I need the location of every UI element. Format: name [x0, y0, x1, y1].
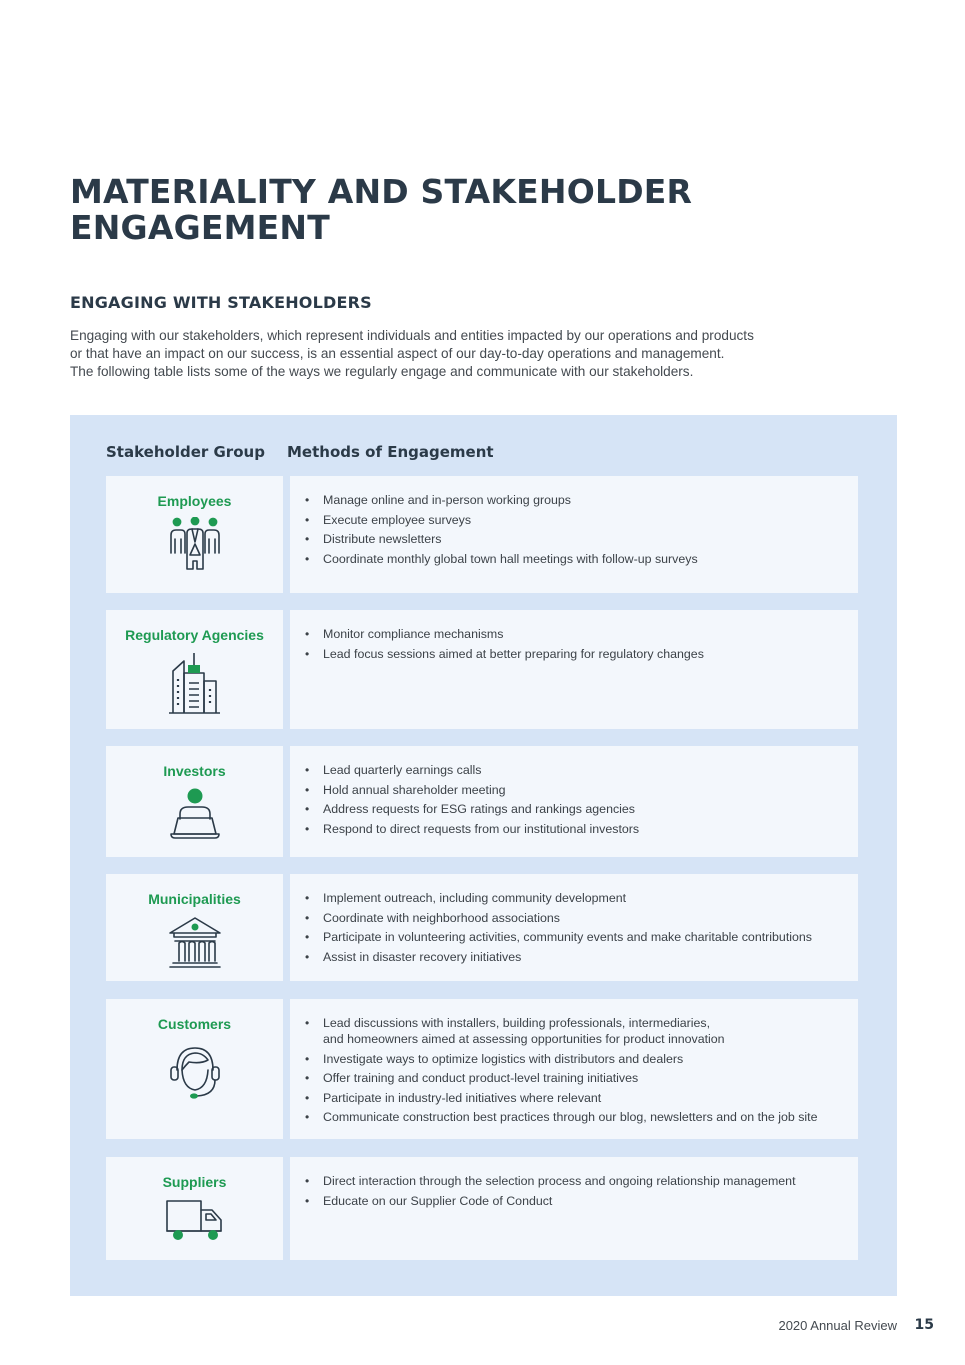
intro-paragraph — [70, 327, 830, 381]
methods-cell — [290, 476, 858, 593]
intro-line: The following table lists some of the ways we regularly engage and communicate with our stakeholders. — [70, 364, 694, 379]
intro-line: or that have an impact on our success, is an essential aspect of our day-to-day operations and management. — [70, 346, 725, 361]
group-cell — [106, 476, 283, 593]
table-row-employees — [106, 476, 858, 593]
footer-report-label: 2020 Annual Review — [778, 1318, 897, 1333]
methods-list — [290, 610, 858, 662]
methods-cell — [290, 746, 858, 857]
method-item: • Hold annual shareholder meeting — [323, 782, 858, 798]
group-cell — [106, 874, 283, 981]
method-item: • Coordinate monthly global town hall meetings with follow-up surveys — [323, 551, 858, 567]
methods-cell — [290, 610, 858, 729]
methods-list — [290, 1157, 858, 1209]
intro-line: Engaging with our stakeholders, which represent individuals and entities impacted by our operations and products — [70, 328, 754, 343]
table-row-regulatory-agencies — [106, 610, 858, 729]
group-name: Customers — [157, 1016, 232, 1032]
investor-laptop-icon — [165, 787, 225, 843]
group-name: Investors — [163, 763, 226, 779]
method-item: • Investigate ways to optimize logistics with distributors and dealers — [323, 1051, 858, 1067]
group-cell — [106, 1157, 283, 1260]
employees-icon — [164, 517, 226, 579]
method-item: • Participate in industry-led initiatives where relevant — [323, 1090, 858, 1106]
method-item: • Execute employee surveys — [323, 512, 858, 528]
delivery-truck-icon — [164, 1198, 226, 1242]
table-row-suppliers — [106, 1157, 858, 1260]
page-title: MATERIALITY AND STAKEHOLDER ENGAGEMENT — [70, 172, 693, 247]
method-item: • Educate on our Supplier Code of Conduct — [323, 1193, 858, 1209]
method-item: • Distribute newsletters — [323, 531, 858, 547]
group-name: Employees — [157, 493, 232, 509]
method-item: • Implement outreach, including community development — [323, 890, 858, 906]
method-item: • Manage online and in-person working groups — [323, 492, 858, 508]
methods-list — [290, 874, 858, 965]
city-hall-icon — [165, 915, 225, 971]
page-number: 15 — [914, 1317, 934, 1333]
group-cell — [106, 610, 283, 729]
headset-icon — [165, 1040, 225, 1102]
method-item: • Lead quarterly earnings calls — [323, 762, 858, 778]
office-building-icon — [164, 651, 226, 715]
table-row-municipalities — [106, 874, 858, 981]
group-name: Municipalities — [148, 891, 241, 907]
method-item: • Lead focus sessions aimed at better preparing for regulatory changes — [323, 646, 858, 662]
group-name: Suppliers — [162, 1174, 227, 1190]
method-item: • Direct interaction through the selection process and ongoing relationship management — [323, 1173, 858, 1189]
methods-cell — [290, 999, 858, 1139]
group-cell — [106, 999, 283, 1139]
method-item: • Address requests for ESG ratings and rankings agencies — [323, 801, 858, 817]
table-row-investors — [106, 746, 858, 857]
method-item: • Assist in disaster recovery initiatives — [323, 949, 858, 965]
method-item: • Respond to direct requests from our institutional investors — [323, 821, 858, 837]
group-name: Regulatory Agencies — [125, 627, 264, 643]
methods-list — [290, 999, 858, 1125]
methods-cell — [290, 1157, 858, 1260]
table-row-customers — [106, 999, 858, 1139]
header-stakeholder-group: Stakeholder Group — [106, 443, 265, 461]
method-item: • Participate in volunteering activities, community events and make charitable contributions — [323, 929, 858, 945]
methods-cell — [290, 874, 858, 981]
methods-list — [290, 746, 858, 837]
method-item: • Monitor compliance mechanisms — [323, 626, 858, 642]
method-item: • Communicate construction best practices through our blog, newsletters and on the job site — [323, 1109, 858, 1125]
section-subtitle: ENGAGING WITH STAKEHOLDERS — [70, 293, 372, 312]
methods-list — [290, 476, 858, 567]
method-item: • Coordinate with neighborhood associations — [323, 910, 858, 926]
method-item: • Offer training and conduct product-level training initiatives — [323, 1070, 858, 1086]
header-methods-of-engagement: Methods of Engagement — [287, 443, 494, 461]
method-item: • Lead discussions with installers, building professionals, intermediaries, and homeowners aimed at assessing opportunities for product innovation — [323, 1015, 858, 1047]
group-cell — [106, 746, 283, 857]
